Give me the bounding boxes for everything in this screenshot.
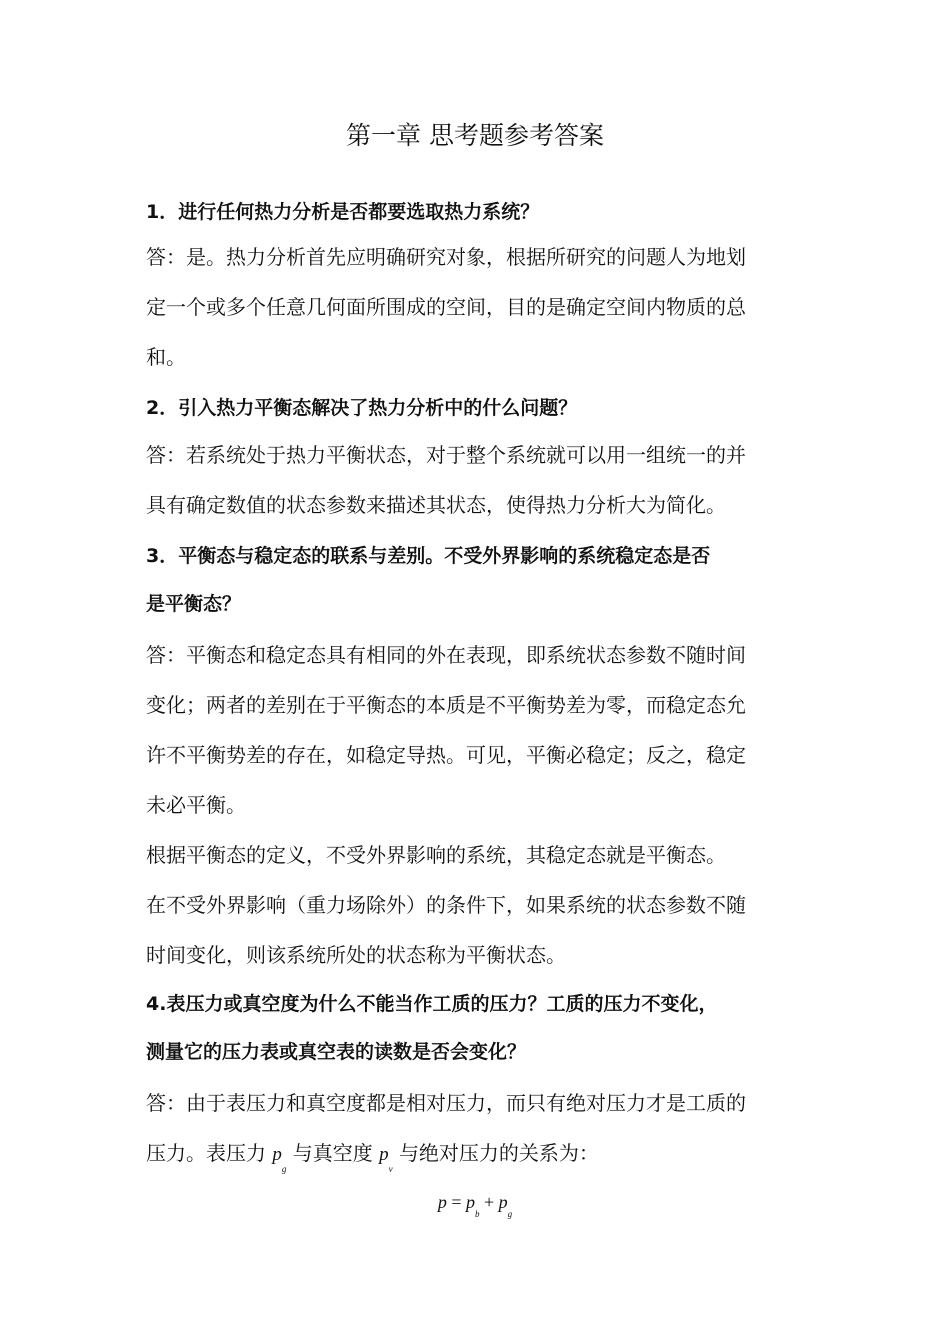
answer-1-line: 定一个或多个任意几何面所围成的空间，目的是确定空间内物质的总 — [146, 295, 746, 319]
answer-1 — [146, 232, 816, 382]
gauge-pressure-symbol: p — [272, 1144, 282, 1165]
vacuum-symbol: p — [379, 1144, 389, 1165]
answer-4-block — [146, 1078, 816, 1194]
answer-3-line: 答：平衡态和稳定态具有相同的外在表现，即系统状态参数不随时间 — [146, 643, 746, 667]
answer-2-line: 具有确定数值的状态参数来描述其状态，使得热力分析大为简化。 — [146, 493, 726, 517]
formula-term-1-subscript: b — [475, 1209, 480, 1219]
gauge-pressure-subscript: g — [281, 1164, 287, 1174]
answer-4 — [146, 1078, 816, 1194]
answer-3-block — [146, 630, 816, 980]
formula-term-1: p — [466, 1192, 475, 1212]
answer-1-line: 答：是。热力分析首先应明确研究对象，根据所研究的问题人为地划 — [146, 245, 746, 269]
answer-3-line: 许不平衡势差的存在，如稳定导热。可见，平衡必稳定；反之，稳定 — [146, 743, 746, 767]
page-title: 第一章 思考题参考答案 — [346, 121, 604, 150]
answer-1-line: 和。 — [146, 345, 186, 369]
answer-3-line: 时间变化，则该系统所处的状态称为平衡状态。 — [146, 943, 566, 967]
pressure-formula — [0, 1192, 950, 1219]
question-4-block — [146, 980, 816, 1076]
answer-4-line: 答：由于表压力和真空度都是相对压力，而只有绝对压力才是工质的 — [146, 1091, 746, 1115]
answer-3-line: 根据平衡态的定义，不受外界影响的系统，其稳定态就是平衡态。 — [146, 843, 726, 867]
formula-equals: = — [451, 1192, 462, 1212]
answer-2-block — [146, 430, 816, 530]
question-2: 2．引入热力平衡态解决了热力分析中的什么问题？ — [146, 397, 578, 419]
answer-3-line: 在不受外界影响（重力场除外）的条件下，如果系统的状态参数不随 — [146, 893, 746, 917]
answer-1-block — [146, 232, 816, 382]
question-4-line: 测量它的压力表或真空表的读数是否会变化？ — [146, 1041, 527, 1063]
question-1: 1．进行任何热力分析是否都要选取热力系统？ — [146, 201, 540, 223]
answer-3-line: 变化；两者的差别在于平衡态的本质是不平衡势差为零，而稳定态允 — [146, 693, 746, 717]
answer-3-line: 未必平衡。 — [146, 793, 246, 817]
answer-4-text: 与真空度 — [292, 1141, 373, 1165]
question-1-block — [146, 188, 816, 236]
question-3-line: 是平衡态？ — [146, 593, 242, 615]
formula-plus: + — [484, 1192, 495, 1212]
answer-2 — [146, 430, 816, 530]
formula-term-2: p — [498, 1192, 508, 1212]
answer-4-text: 与绝对压力的关系为： — [398, 1141, 599, 1165]
question-2-block — [146, 384, 816, 432]
question-3 — [146, 532, 816, 628]
question-4-line: 4.表压力或真空度为什么不能当作工质的压力？工质的压力不变化， — [146, 993, 718, 1015]
question-3-line: 3．平衡态与稳定态的联系与差别。不受外界影响的系统稳定态是否 — [146, 545, 711, 567]
question-4 — [146, 980, 816, 1076]
answer-4-line — [146, 1128, 816, 1194]
question-3-block — [146, 532, 816, 628]
formula-term-2-subscript: g — [507, 1209, 513, 1219]
answer-4-text: 压力。表压力 — [146, 1141, 266, 1165]
formula-lhs: p — [437, 1192, 447, 1212]
answer-3 — [146, 630, 816, 980]
answer-2-line: 答：若系统处于热力平衡状态，对于整个系统就可以用一组统一的并 — [146, 443, 746, 467]
vacuum-subscript: v — [388, 1164, 393, 1174]
